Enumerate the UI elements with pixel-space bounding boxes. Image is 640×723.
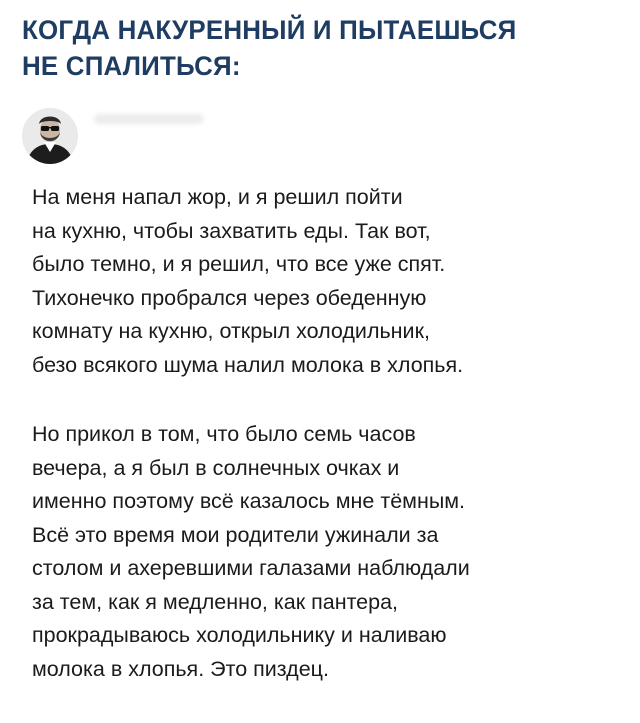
text-line: Всё это время мои родители ужинали за [32, 522, 439, 547]
text-line: за тем, как я медленно, как пантера, [32, 589, 399, 614]
text-line: было темно, и я решил, что все уже спят. [32, 252, 446, 276]
text-line: Но прикол в том, что было семь часов [32, 422, 416, 446]
text-line: молока в хлопья. Это пиздец. [32, 656, 329, 681]
text-line: безо всякого шума налил молока в хлопья. [32, 352, 464, 377]
text-line: прокрадываюсь холодильнику и наливаю [32, 623, 447, 647]
bearded-man-avatar-icon [22, 108, 78, 164]
headline-line-1: КОГДА НАКУРЕННЫЙ И ПЫТАЕШЬСЯ [22, 15, 517, 45]
post-author [22, 108, 322, 164]
text-line: комнату на кухню, открыл холодильник, [32, 319, 430, 343]
post-paragraph-2 [32, 418, 607, 686]
text-line: вечера, а я был в солнечных очках и [32, 455, 400, 480]
author-avatar-icon [22, 108, 78, 164]
author-name-blurred [94, 114, 204, 124]
text-line: Тихонечко пробрался через обеденную [32, 285, 427, 310]
text-line: именно поэтому всё казалось мне тёмным. [32, 489, 466, 513]
headline-line-2: НЕ СПАЛИТЬСЯ: [22, 51, 241, 81]
meme-headline [22, 12, 598, 84]
post-paragraph-1 [32, 181, 607, 382]
text-line: столом и ахеревшими галазами наблюдали [32, 556, 470, 580]
text-line: На меня напал жор, и я решил пойти [32, 185, 403, 209]
text-line: на кухню, чтобы захватить еды. Так вот, [32, 218, 431, 243]
